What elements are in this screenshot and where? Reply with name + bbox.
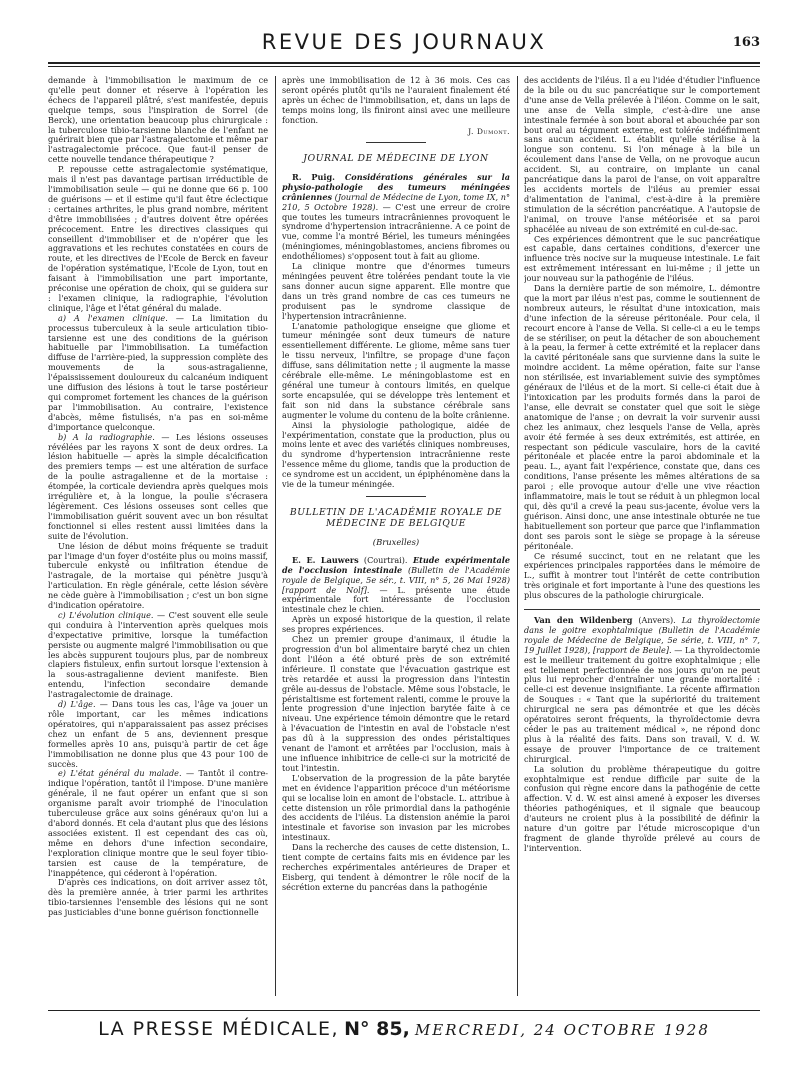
header-rule-thin — [48, 66, 760, 67]
section-title: JOURNAL DE MÉDECINE DE LYON — [303, 153, 489, 165]
paragraph — [48, 433, 268, 542]
paragraph: Ainsi la physiologie pathologique, aidée de l'expérimentation, constate que la production, plus ou moins lente et avec des variétés cliniques nombreuses, du syndrome d'hypertension intracrânienne reste l'essence même du gliome, tandis que la production de ce syndrome est un accident, un épiphénomène dans la vie de la tumeur méningée. — [282, 419, 510, 490]
subheading: a) A l'examen clinique. — [58, 312, 168, 323]
page-header — [48, 30, 760, 64]
footer-line — [48, 1018, 760, 1040]
article-reference: (Bulletin de l'Académie royale de Médecine de Belgique, 5e série, t. VIII, n° 7, 19 Juillet 1928), [rapport de Beule]. — [524, 624, 760, 655]
header-rule — [48, 62, 760, 64]
article-entry — [282, 173, 510, 262]
article-author: E. E. Lauwers — [292, 554, 359, 565]
article-title: Considérations générales sur la physio-pathologie des tumeurs méningées crâniennes — [282, 171, 510, 202]
paragraph: Une lésion de début moins fréquente se traduit par l'image d'un foyer d'ostéite plus ou moins massif, tubercule enkysté ou infiltration étendue de l'astragale, de la mortaise qui pénètre jusqu'à l'articulation. En règle générale, cette lésion sévère ne cède guère à l'immobilisation ; c'est un bon signe d'indication opératoire. — [48, 540, 268, 611]
footer-journal-name: LA PRESSE MÉDICALE, — [98, 1018, 340, 1040]
article-reference: (Journal de Médecine de Lyon, tome IX, n° 210, 5 Octobre 1928). — [282, 191, 510, 212]
footer-rule — [48, 1010, 760, 1011]
paragraph: demande à l'immobilisation le maximum de ce qu'elle peut donner et réserve à l'opération les échecs de l'appareil plâtré, s'est manifestée, depuis quelque temps, sous l'inspiration de Sorrel (de Berck), une orientation beaucoup plus chirurgicale : la tuberculose tibio-tarsienne blanche de l'enfant ne guérirait bien que par l'astragalectomie et même par l'astragalectomie précoce. Que faut-il penser de cette nouvelle tendance thérapeutique ? — [48, 76, 268, 165]
section-title: BULLETIN DE L'ACADÉMIE ROYALE DE MÉDECINE DE BELGIQUE — [289, 506, 503, 530]
paragraph-text: — La thyroïdectomie est le meilleur traitement du goitre exophtalmique ; elle est tellement perfectionnée de nos jours qu'on ne peut plus lui reprocher d'entraîner une grande mortalité : celle-ci est devenue insignifiante. La récente affirmation de Souques : « Tant que la supériorité du traitement chirurgical ne sera pas démontrée et que les décès opératoires seront fréquents, la thyroïdectomie devra céder le pas au traitement médical », ne répond donc plus à la réalité des faits. Dans son travail, V. d. W. essaye de prouver l'importance de ce traitement chirurgical. — [524, 644, 760, 764]
paragraph: Dans la dernière partie de son mémoire, L. démontre que la mort par iléus n'est pas, comme le soutiennent de nombreux auteurs, le résultat d'une intoxication, mais d'une infection de la séreuse péritonéale. Pour cela, il recourt encore à l'anse de Vella. Si celle-ci a eu le temps de se stériliser, on peut la détacher de son abouchement à la peau, la fermer à cette extrémité et la replacer dans la cavité péritonéale sans que survienne dans la suite le moindre accident. La même opération, faite sur l'anse non stérilisée, est invariablement suivie des symptômes généraux de l'iléus et de la mort. Si celle-ci était due à l'intoxication par les produits formés dans la paroi de l'anse, elle devrait se constater quel que soit le siège anatomique de l'anse ; on devrait la voir survenir aussi chez les animaux, chez lesquels l'anse de Vella, après avoir été fermée à ses deux extrémités, est attirée, en respectant son pédicule vasculaire, hors de la cavité péritonéale et placée entre la paroi abdominale et la peau. L., ayant fait l'expérience, constate que, dans ces conditions, l'anse présente les mêmes altérations de sa paroi ; elle provoque autour d'elle une vive réaction inflammatoire, mais le tout se réduit à un phlegmon local qui, dès qu'il a crevé la peau sus-jacente, évolue vers la guérison. Ainsi donc, une anse intestinale obturée ne tue habituellement son porteur que parce que l'inflammation dont ses parois sont le siège se propage à la séreuse péritonéale. — [524, 283, 760, 551]
article-entry — [282, 556, 510, 615]
paragraph — [48, 769, 268, 878]
paragraph-text: — Les lésions osseuses révélées par les rayons X sont de deux ordres. La lésion habituelle — après la simple décalcification des premiers temps — est une altération de surface de la poulie astragalienne et de la mortaise : étompée, la corticale deviendra après quelques mois irrégulière et, à la longue, la poulie s'écrasera légèrement. Ces lésions osseuses sont celles que l'immobilisation guérit souvent avec un bon résultat fonctionnel si elles restent aussi limitées dans la suite de l'évolution. — [48, 431, 268, 541]
separator — [366, 142, 426, 143]
subheading: d) L'âge. — [58, 699, 96, 710]
subheading: b) A la radiographie. — [58, 431, 155, 442]
paragraph: Ce résumé succinct, tout en ne relatant que les expériences principales rapportées dans le mémoire de L., suffit à montrer tout l'intérêt de cette contribution très originale et fort importante à l'une des questions les plus obscures de la pathologie chirurgicale. — [524, 550, 760, 601]
page-number: 163 — [732, 35, 760, 50]
paragraph-text: — Tantôt il contre-indique l'opération, tantôt il l'impose. D'une manière générale, il ne faut opérer un enfant que si son organisme paraît avoir triomphé de l'inoculation tuberculeuse grâce aux soins généraux qu'on lui a d'abord donnés. Et cela d'autant plus que des lésions associées existent. Il est cependant des cas où, même en dehors d'une infection secondaire, l'exploration clinique montre que le seul foyer tibio-tarsien est cause de la température, de l'inappétence, qui céderont à l'opération. — [48, 768, 268, 878]
paragraph: Dans la recherche des causes de cette distension, L. tient compte de certains faits mis en évidence par les recherches expérimentales antérieures de Draper et Eisberg, qui tendent à démontrer le rôle nocif de la sécrétion externe du pancréas dans la pathogénie — [282, 842, 510, 892]
column-divider-2 — [517, 76, 518, 996]
author-signature: J. Dumont. — [468, 126, 510, 136]
paragraph-text: — L. présente une étude expérimentale fort intéressante de l'occlusion intestinale chez le chien. — [282, 584, 510, 615]
paragraph: après une immobilisation de 12 à 36 mois. Ces cas seront opérés plutôt qu'ils ne l'auraient finalement été après un échec de l'immobilisation, et, dans un laps de temps moins long, ils finiront ainsi avec une meilleure fonction. — [282, 76, 510, 125]
header-title: REVUE DES JOURNAUX — [261, 30, 547, 54]
separator — [524, 609, 760, 610]
column-1 — [48, 76, 268, 996]
footer-issue-number: N° 85, — [344, 1018, 410, 1040]
article-title: La thyroïdectomie dans le goitre exophtalmique — [524, 615, 760, 635]
paragraph: Après un exposé historique de la question, il relate ses propres expériences. — [282, 614, 510, 635]
column-2 — [282, 76, 510, 996]
article-reference: (Bulletin de l'Académie royale de Belgique, 5e sér., t. VIII, n° 5, 26 Mai 1928) [rapport de Nolf]. — [282, 564, 510, 595]
paragraph: L'observation de la progression de la pâte barytée met en évidence l'apparition précoce d'un météorisme qui se localise loin en amont de l'obstacle. L. attribue à cette distension un rôle primordial dans la pathogénie des accidents de l'iléus. La distension anémie la paroi intestinale et favorise son invasion par les microbes intestinaux. — [282, 772, 510, 843]
column-3 — [524, 76, 760, 996]
paragraph: La solution du problème thérapeutique du goitre exophtalmique est rendue difficile par suite de la confusion qui règne encore dans la pathogénie de cette affection. V. d. W. est ainsi amené à exposer les diverses théories pathogéniques, et il signale que beaucoup d'auteurs ne croient plus à la possibilité de définir la nature d'un goitre par l'étude microscopique d'un fragment de glande thyroïde prélevé au cours de l'intervention. — [524, 763, 760, 853]
paragraph: D'après ces indications, on doit arriver assez tôt, dès la première année, à trier parmi les arthrites tibio-tarsiennes l'ensemble des lésions qui ne sont pas justiciables d'une bonne guérison fonctionnelle — [48, 877, 268, 918]
paragraph-text: — Dans tous les cas, l'âge va jouer un rôle important, car les mêmes indications opératoires, qui n'apparaissaient pas assez précises chez un enfant de 5 ans, deviennent presque formelles après 10 ans, puisqu'à partir de cet âge l'immobilisation ne donne plus que 43 pour 100 de succès. — [48, 699, 268, 769]
paragraph: des accidents de l'iléus. Il a eu l'idée d'étudier l'influence de la bile ou du suc pancréatique sur le comportement d'une anse de Vella prélevée à l'iléon. Comme on le sait, une anse de Vella simple, c'est-à-dire une anse intestinale fermée à son bout aboral et abouchée par son bout oral au tégument externe, est tolérée indéfiniment sans aucun accident. L. établit qu'elle stérilise à la longue son contenu. Si l'on ménage à la bile un écoulement dans l'anse de Vella, on ne provoque aucun accident. Si, au contraire, on implante un canal pancréatique dans la paroi de l'anse, on voit apparaître les accidents mortels de l'iléus au premier essai d'alimentation de l'animal, c'est-à-dire à la première stimulation de la sécrétion pancréatique. A l'autopsie de l'animal, on trouve l'anse météorisée et sa paroi sphacélée au niveau de son extrémité en cul-de-sac. — [524, 76, 760, 234]
paragraph — [48, 611, 268, 700]
paragraph — [48, 314, 268, 433]
paragraph: L'anatomie pathologique enseigne que gliome et tumeur méningée sont deux tumeurs de nature essentiellement différente. Le gliome, même sans tuer le tissu nerveux, l'infiltre, se propage d'une façon diffuse, sans délimitation nette ; il augmente la masse cérébrale elle-même. Le méningoblastome est en général une tumeur à contours limités, en quelque sorte encapsulée, qui se développe très lentement et fait son nid dans la substance cérébrale sans augmenter le volume du contenu de la boîte crânienne. — [282, 320, 510, 420]
column-divider-1 — [275, 76, 276, 996]
paragraph-text: — C'est souvent elle seule qui conduira à l'intervention après quelques mois d'expectative primitive, lorsque la tuméfaction persiste ou augmente malgré l'immobilisation ou que les abcès suppurent toujours plus, par de nombreux clapiers fistuleux, enfin surtout lorsque l'extension à la sous-astragalienne devient manifeste. Bien entendu, l'infection secondaire demande l'astragalectomie de drainage. — [48, 609, 268, 700]
article-author: Van den Wildenberg — [534, 615, 633, 626]
article-author-place: (Anvers). — [632, 615, 676, 626]
article-author-place: (Courtrai). — [358, 554, 408, 565]
paragraph: Chez un premier groupe d'animaux, il étudie la progression d'un bol alimentaire baryté chez un chien dont l'iléon a été obturé près de son extrémité inférieure. Il constate que l'évacuation gastrique est très retardée et aussi la progression dans l'intestin grêle au-dessus de l'obstacle. Même sous l'obstacle, le péristaltisme est fortement ralenti, comme le prouve la lente progression d'une injection barytée faite à ce niveau. Une expérience témoin démontre que le retard à l'évacuation de l'intestin en aval de l'obstacle n'est pas dû à la suppression des ondes péristaltiques venant de l'amont et arrêtées par l'occlusion, mais à une influence inhibitrice de celle-ci sur la motricité de tout l'intestin. — [282, 634, 510, 773]
subheading: e) L'état général du malade. — [58, 768, 182, 779]
separator — [366, 496, 426, 497]
article-title: Etude expérimentale de l'occlusion intestinale — [282, 554, 510, 575]
article-entry — [524, 616, 760, 765]
section-subtitle: (Bruxelles) — [372, 536, 420, 547]
page-footer — [48, 1018, 760, 1048]
paragraph: Ces expériences démontrent que le suc pancréatique est capable, dans certaines conditions, d'exercer une influence très nocive sur la muqueuse intestinale. Le fait est extrêmement intéressant en lui-même ; il jette un jour nouveau sur la pathogénie de l'iléus. — [524, 233, 760, 284]
paragraph-text: — C'est une erreur de croire que toutes les tumeurs intracrâniennes provoquent le syndrome d'hypertension intracrânienne. A ce point de vue, comme l'a montré Bériel, les tumeurs méningées (méningiomes, méningoblastomes, anciens fibromes ou endothéliomes) s'opposent tout à fait au gliome. — [282, 201, 510, 262]
article-author: R. Puig. — [292, 171, 335, 182]
subheading: c) L'évolution clinique. — [58, 609, 154, 620]
paragraph-text: — La limitation du processus tuberculeux à la seule articulation tibio-tarsienne est une des conditions de la guérison habituelle par l'immobilisation. La tuméfaction diffuse de l'arrière-pied, la suppression complète des mouvements de la sous-astragalienne, l'épaississement douloureux du calcanéum indiquent une diffusion des lésions à tout le tarse postérieur qui compromet fortement les chances de la guérison par l'immobilisation. Au contraire, l'existence d'abcès, même fistulisés, n'a pas en soi-même d'importance quelconque. — [48, 312, 268, 432]
paragraph: La clinique montre que d'énormes tumeurs méningées peuvent être tolérées pendant toute la vie sans donner aucun signe apparent. Elle montre que dans un très grand nombre de cas ces tumeurs ne produisent pas le syndrome classique de l'hypertension intracrânienne. — [282, 261, 510, 321]
footer-date: MERCREDI, 24 OCTOBRE 1928 — [414, 1021, 710, 1039]
paragraph: P. repousse cette astragalectomie systématique, mais il n'est pas davantage partisan irréductible de l'immobilisation seule — qui ne donne que 66 p. 100 de guérisons — et il estime qu'il faut être éclectique : certaines arthrites, le plus grand nombre, méritent d'être immobilisées ; d'autres doivent être opérées précocement. Entre les directives classiques qui conseillent d'immobiliser et de n'opérer que les aggravations et les rechutes constatées en cours de route, et les directives de l'Ecole de Berck en faveur de l'opération systématique, l'Ecole de Lyon, tout en faisant à l'immobilisation une part importante, préconise une opération de choix, qui se guidera sur : l'examen clinique, la radiographie, l'évolution clinique, l'âge et l'état général du malade. — [48, 164, 268, 313]
paragraph — [48, 700, 268, 769]
